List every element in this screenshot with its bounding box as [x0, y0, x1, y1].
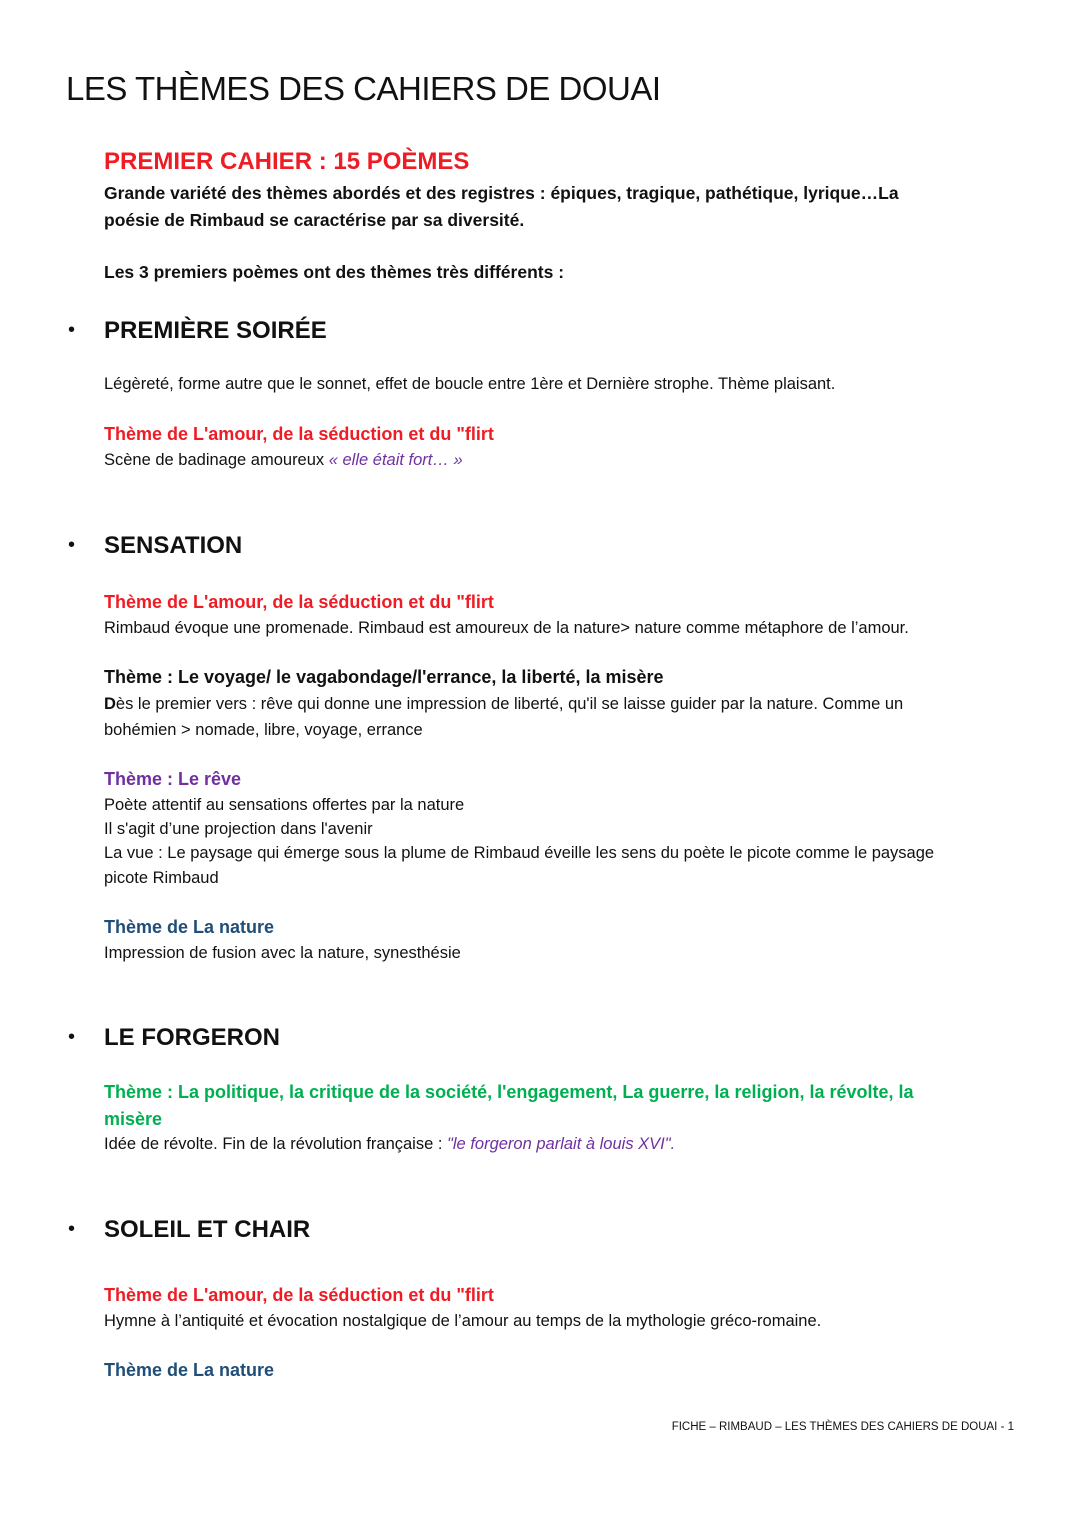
poem-note: Légèreté, forme autre que le sonnet, effet de boucle entre 1ère et Dernière strophe. Thème plaisant. [104, 375, 836, 393]
theme-label: misère [104, 1109, 163, 1129]
theme-label: Thème : La politique, la critique de la société, l'engagement, La guerre, la religion, la révolte, la [104, 1082, 914, 1102]
theme-text [104, 448, 463, 473]
theme-text: Impression de fusion avec la nature, synesthésie [104, 944, 461, 962]
theme-text: Poète attentif au sensations offertes par la nature [104, 796, 465, 814]
theme-label: Thème de La nature [104, 1360, 275, 1380]
cahier-heading: PREMIER CAHIER : 15 POÈMES [104, 148, 470, 175]
theme-label: Thème : Le rêve [104, 769, 242, 789]
initial: D [104, 695, 116, 713]
theme-text: bohémien > nomade, libre, voyage, errance [104, 721, 423, 739]
poem-title: SOLEIL ET CHAIR [104, 1216, 311, 1243]
theme-text: Il s'agit d’une projection dans l'avenir [104, 820, 373, 838]
theme-text [104, 692, 903, 717]
lead-text: Les 3 premiers poèmes ont des thèmes très différents : [104, 262, 565, 282]
bullet-icon: • [68, 1026, 76, 1048]
theme-label: Thème de L'amour, de la séduction et du "flirt [104, 592, 494, 612]
bullet-icon: • [68, 534, 76, 556]
quote: « elle était fort… » [328, 451, 463, 469]
page-title: LES THÈMES DES CAHIERS DE DOUAI [66, 70, 661, 107]
theme-text-plain: Scène de badinage amoureux [104, 451, 329, 469]
intro-line: Grande variété des thèmes abordés et des registres : épiques, tragique, pathétique, lyrique…La [104, 183, 899, 203]
theme-text: picote Rimbaud [104, 869, 219, 887]
intro-line: poésie de Rimbaud se caractérise par sa diversité. [104, 210, 525, 230]
bullet-icon: • [68, 1218, 76, 1240]
theme-label: Thème : Le voyage/ le vagabondage/l'errance, la liberté, la misère [104, 667, 664, 687]
theme-text: La vue : Le paysage qui émerge sous la plume de Rimbaud éveille les sens du poète le picote comme le paysage [104, 844, 935, 862]
poem-title: LE FORGERON [104, 1024, 281, 1051]
bullet-icon: • [68, 319, 76, 341]
theme-text [104, 1132, 675, 1157]
theme-text: Hymne à l’antiquité et évocation nostalgique de l’amour au temps de la mythologie gréco-romaine. [104, 1312, 822, 1330]
poem-title: SENSATION [104, 532, 243, 559]
quote: "le forgeron parlait à louis XVI". [447, 1135, 676, 1153]
theme-text-line: ès le premier vers : rêve qui donne une impression de liberté, qu'il se laisse guider par la nature. Comme un [115, 695, 904, 713]
theme-text-plain: Idée de révolte. Fin de la révolution française : [104, 1135, 448, 1153]
theme-label: Thème de L'amour, de la séduction et du "flirt [104, 1285, 494, 1305]
poem-title: PREMIÈRE SOIRÉE [104, 317, 327, 344]
theme-label: Thème de L'amour, de la séduction et du "flirt [104, 424, 494, 444]
page-footer: FICHE – RIMBAUD – LES THÈMES DES CAHIERS DE DOUAI - 1 [671, 1421, 1014, 1433]
theme-label: Thème de La nature [104, 917, 275, 937]
theme-text: Rimbaud évoque une promenade. Rimbaud est amoureux de la nature> nature comme métaphore de l’amour. [104, 619, 909, 637]
